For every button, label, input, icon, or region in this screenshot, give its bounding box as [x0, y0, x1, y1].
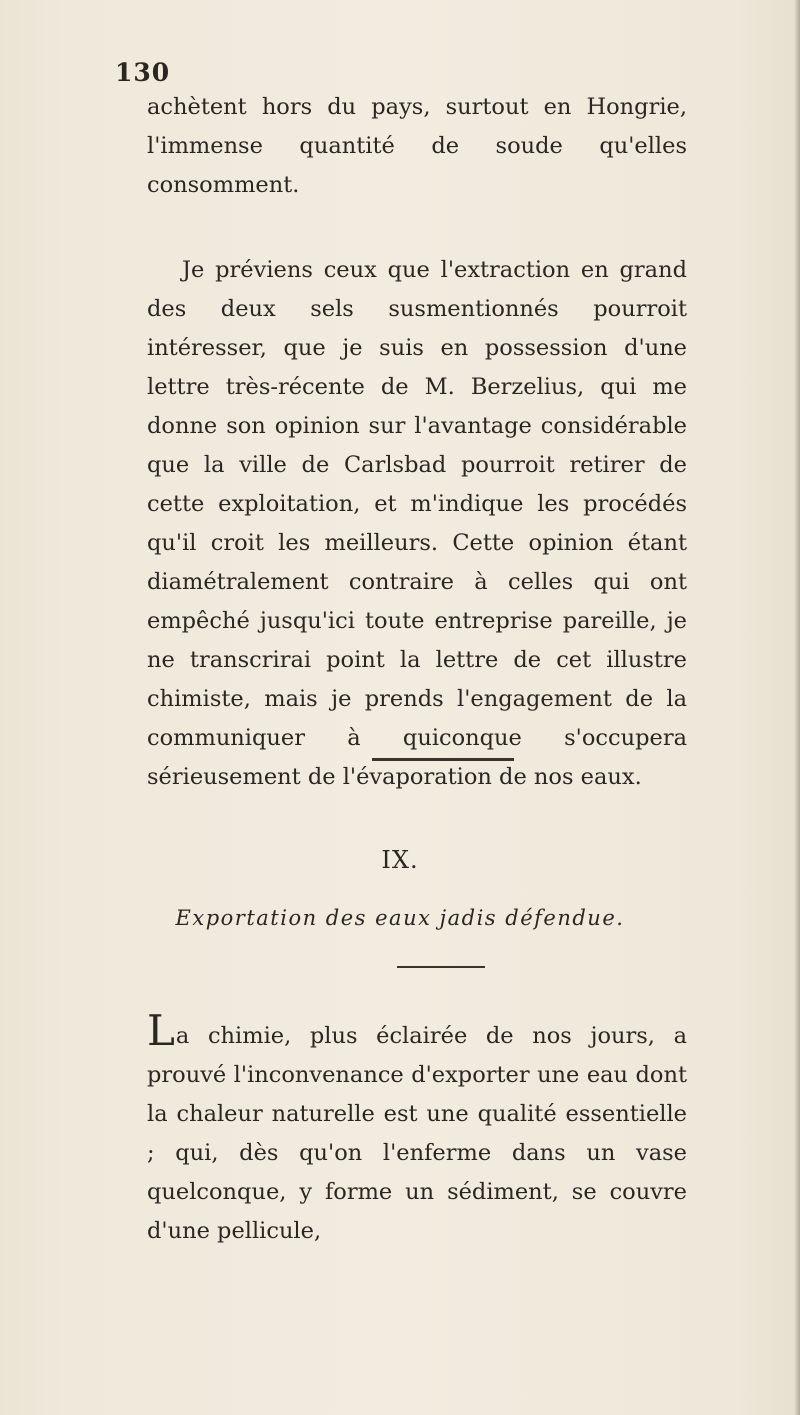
page-number: 130 [115, 58, 171, 87]
section-divider [372, 758, 514, 761]
section-paragraph [147, 1006, 687, 1251]
section-number: IX. [381, 846, 419, 874]
paragraph-continuation: achètent hors du pays, surtout en Hongrie, l'immense quantité de soude qu'elles consomment. [147, 94, 687, 198]
paragraph-berzelius-letter: Je préviens ceux que l'extraction en grand des deux sels susmentionnés pourroit intéresser, que je suis en possession d'une lettre très-récente de M. Berzelius, qui me donne son opinion sur l'avantage considérable que la ville de Carlsbad pourroit retirer de cette exploitation, et m'indique les procédés qu'il croit les meilleurs. Cette opinion étant diamétralement contraire à celles qui ont empêché jusqu'ici toute entreprise pareille, je ne transcrirai point la lettre de cet illustre chimiste, mais je prends l'engagement de la communiquer à quiconque s'occupera sérieusement de l'évaporation de nos eaux. [147, 257, 687, 790]
title-underline-rule [397, 966, 485, 968]
drop-cap: L [147, 1006, 175, 1055]
page-edge-shadow [794, 0, 800, 1415]
section-paragraph-text: a chimie, plus éclairée de nos jours, a prouvé l'inconvenance d'exporter une eau dont la chaleur naturelle est une qualité essentielle ; qui, dès qu'on l'enferme dans un vase quelconque, y forme un sédiment, se couvre d'une pellicule, [147, 1023, 687, 1244]
section-title: Exportation des eaux jadis défendue. [175, 906, 625, 930]
